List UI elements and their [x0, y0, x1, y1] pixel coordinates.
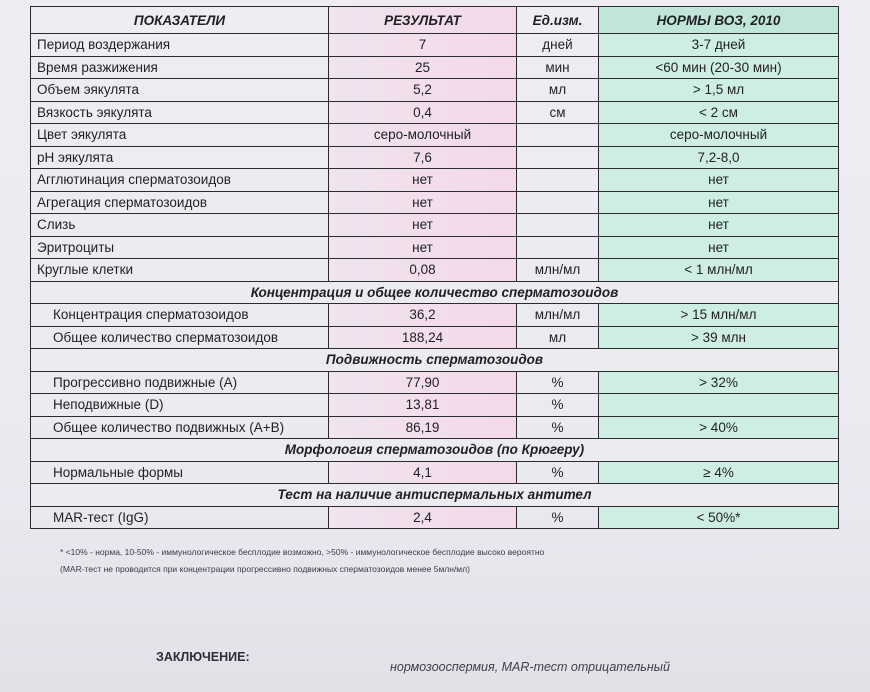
row-unit	[517, 169, 599, 192]
table-row	[31, 169, 839, 192]
row-unit	[517, 191, 599, 214]
conclusion-value: нормозооспермия, MAR-тест отрицательный	[390, 660, 670, 674]
row-result: нет	[329, 236, 517, 259]
table-row	[31, 394, 839, 417]
row-unit: %	[517, 394, 599, 417]
row-norm: > 1,5 мл	[599, 79, 839, 102]
row-unit	[517, 236, 599, 259]
row-result: 36,2	[329, 304, 517, 327]
row-result: 7	[329, 34, 517, 57]
row-norm: нет	[599, 214, 839, 237]
row-result: серо-молочный	[329, 124, 517, 147]
row-norm: нет	[599, 169, 839, 192]
row-unit: млн/мл	[517, 259, 599, 282]
row-norm: ≥ 4%	[599, 461, 839, 484]
row-name: Эритроциты	[31, 236, 329, 259]
section-header-motility	[31, 349, 839, 372]
row-unit: %	[517, 506, 599, 529]
section-header-concentration	[31, 281, 839, 304]
row-name: Объем эякулята	[31, 79, 329, 102]
row-name: Агрегация сперматозоидов	[31, 191, 329, 214]
row-result: 7,6	[329, 146, 517, 169]
section-title: Тест на наличие антиспермальных антител	[31, 484, 839, 507]
section-title: Подвижность сперматозоидов	[31, 349, 839, 372]
row-unit	[517, 124, 599, 147]
table-row	[31, 34, 839, 57]
row-name: Концентрация сперматозоидов	[31, 304, 329, 327]
table-row	[31, 56, 839, 79]
row-unit: мл	[517, 326, 599, 349]
row-name: Время разжижения	[31, 56, 329, 79]
row-result: нет	[329, 214, 517, 237]
row-unit: %	[517, 416, 599, 439]
row-unit: мл	[517, 79, 599, 102]
section-title: Морфология сперматозоидов (по Крюгеру)	[31, 439, 839, 462]
row-result: 0,08	[329, 259, 517, 282]
row-norm: > 15 млн/мл	[599, 304, 839, 327]
row-result: 13,81	[329, 394, 517, 417]
table-row	[31, 259, 839, 282]
row-name: Неподвижные (D)	[31, 394, 329, 417]
row-name: Агглютинация сперматозоидов	[31, 169, 329, 192]
table-row	[31, 326, 839, 349]
row-unit	[517, 214, 599, 237]
table-row	[31, 214, 839, 237]
row-unit: мин	[517, 56, 599, 79]
table-row	[31, 416, 839, 439]
row-name: MAR-тест (IgG)	[31, 506, 329, 529]
table-row	[31, 101, 839, 124]
row-name: Общее количество подвижных (А+В)	[31, 416, 329, 439]
conclusion-label: ЗАКЛЮЧЕНИЕ:	[156, 650, 250, 664]
spermogram-table	[30, 6, 839, 529]
section-header-antibodies	[31, 484, 839, 507]
footnotes	[60, 544, 860, 578]
row-unit: дней	[517, 34, 599, 57]
header-result: РЕЗУЛЬТАТ	[329, 7, 517, 34]
table-body	[31, 34, 839, 529]
table-row	[31, 79, 839, 102]
row-unit: %	[517, 371, 599, 394]
row-name: Цвет эякулята	[31, 124, 329, 147]
row-norm: < 50%*	[599, 506, 839, 529]
table-row	[31, 371, 839, 394]
footnote-line-1: * <10% - норма, 10-50% - иммунологическое бесплодие возможно, >50% - иммунологическое бесплодие высоко вероятно	[60, 547, 545, 557]
section-title: Концентрация и общее количество сперматозоидов	[31, 281, 839, 304]
row-name: pH эякулята	[31, 146, 329, 169]
table-row	[31, 146, 839, 169]
row-norm: > 32%	[599, 371, 839, 394]
row-result: 77,90	[329, 371, 517, 394]
row-name: Нормальные формы	[31, 461, 329, 484]
row-name: Период воздержания	[31, 34, 329, 57]
header-norms: НОРМЫ ВОЗ, 2010	[599, 7, 839, 34]
row-norm: < 1 млн/мл	[599, 259, 839, 282]
table-row	[31, 236, 839, 259]
row-unit	[517, 146, 599, 169]
row-result: 86,19	[329, 416, 517, 439]
header-unit: Ед.изм.	[517, 7, 599, 34]
row-norm: нет	[599, 236, 839, 259]
table-row	[31, 506, 839, 529]
row-result: нет	[329, 169, 517, 192]
row-result: 4,1	[329, 461, 517, 484]
row-name: Круглые клетки	[31, 259, 329, 282]
row-name: Слизь	[31, 214, 329, 237]
row-norm: серо-молочный	[599, 124, 839, 147]
header-indicators: ПОКАЗАТЕЛИ	[31, 7, 329, 34]
table-row	[31, 304, 839, 327]
row-norm	[599, 394, 839, 417]
row-result: 5,2	[329, 79, 517, 102]
row-name: Прогрессивно подвижные (А)	[31, 371, 329, 394]
footnote-line-2: (MAR-тест не проводится при концентрации прогрессивно подвижных сперматозоидов менее 5млн/мл)	[60, 564, 470, 574]
row-unit: млн/мл	[517, 304, 599, 327]
row-norm: нет	[599, 191, 839, 214]
row-unit: см	[517, 101, 599, 124]
row-result: 0,4	[329, 101, 517, 124]
table-row	[31, 124, 839, 147]
row-result: 188,24	[329, 326, 517, 349]
row-norm: 3-7 дней	[599, 34, 839, 57]
row-norm: > 40%	[599, 416, 839, 439]
row-norm: <60 мин (20-30 мин)	[599, 56, 839, 79]
row-norm: < 2 см	[599, 101, 839, 124]
row-name: Общее количество сперматозоидов	[31, 326, 329, 349]
table-row	[31, 461, 839, 484]
section-header-morphology	[31, 439, 839, 462]
row-result: 25	[329, 56, 517, 79]
row-norm: > 39 млн	[599, 326, 839, 349]
row-result: нет	[329, 191, 517, 214]
table-row	[31, 191, 839, 214]
row-norm: 7,2-8,0	[599, 146, 839, 169]
row-unit: %	[517, 461, 599, 484]
row-result: 2,4	[329, 506, 517, 529]
row-name: Вязкость эякулята	[31, 101, 329, 124]
table-header-row	[31, 7, 839, 34]
